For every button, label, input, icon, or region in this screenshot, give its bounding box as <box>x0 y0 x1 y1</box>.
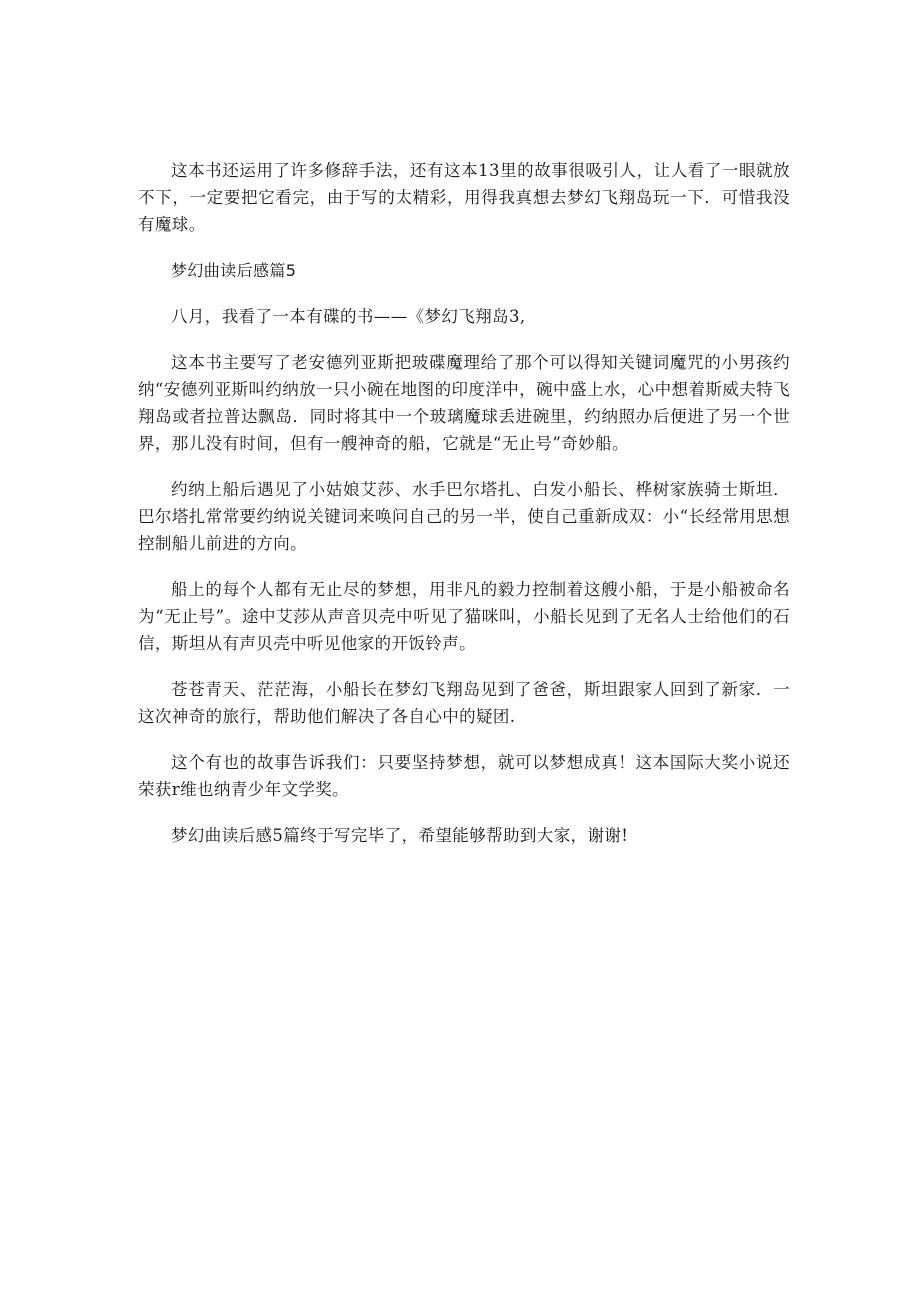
paragraph-summary: 这本书主要写了老安德列亚斯把玻碟魔理给了那个可以得知关键词魔咒的小男孩约纳“安德列亚斯叫约纳放一只小碗在地图的印度洋中，碗中盛上水，心中想着斯威夫特飞翔岛或者拉普达飘岛．同时将其中一个玻璃魔球丢进碗里，约纳照办后便进了另一个世界，那儿没有时间，但有一艘神奇的船，它就是“无止号”奇妙船。 <box>138 353 790 453</box>
paragraph-rhetoric: 这本书还运用了许多修辞手法，还有这本13里的故事很吸引人，让人看了一眼就放不下，一定要把它看完，由于写的太精彩，用得我真想去梦幻飞翔岛玩一下．可惜我没有魔球。 <box>138 161 790 234</box>
paragraph-dreams: 船上的每个人都有无止尽的梦想，用非凡的毅力控制着这艘小船，于是小船被命名为“无止号”。途中艾莎从声音贝壳中听见了猫咪叫，小船长见到了无名人士给他们的石信，斯坦从有声贝壳中听见他家的开饭铃声。 <box>138 580 790 653</box>
paragraph-boarding: 约纳上船后遇见了小姑娘艾莎、水手巴尔塔扎、白发小船长、桦树家族骑士斯坦．巴尔塔扎常常要约纳说关键词来唤问自己的另一半，使自己重新成双：小“长经常用思想控制船儿前进的方向。 <box>138 480 790 553</box>
paragraph-closing: 梦幻曲读后感5篇终于写完毕了，希望能够帮助到大家，谢谢! <box>171 826 629 845</box>
section-heading: 梦幻曲读后感篇5 <box>171 261 297 280</box>
paragraph-journey-end: 苍苍青天、茫茫海，小船长在梦幻飞翔岛见到了爸爸，斯坦跟家人回到了新家．一这次神奇的旅行，帮助他们解决了各自心中的疑团. <box>138 680 790 726</box>
article-body <box>138 157 790 868</box>
paragraph-intro: 八月，我看了一本有碟的书——《梦幻飞翔岛3, <box>171 307 526 326</box>
paragraph-lesson: 这个有也的故事告诉我们：只要坚持梦想，就可以梦想成真！这本国际大奖小说还荣获r维也纳青少年文学奖。 <box>138 753 790 799</box>
